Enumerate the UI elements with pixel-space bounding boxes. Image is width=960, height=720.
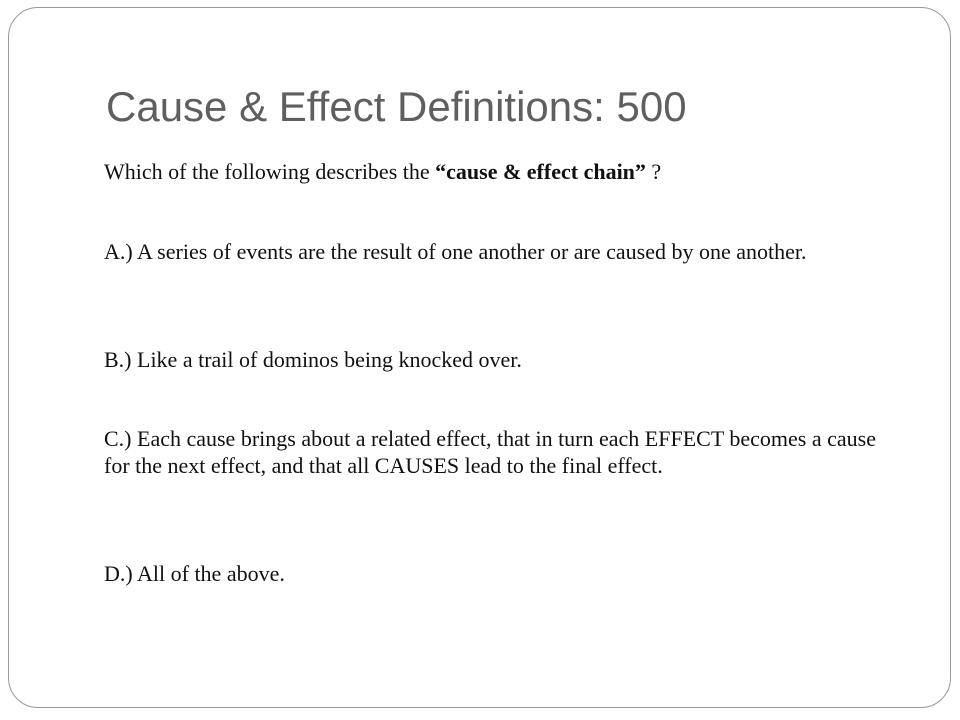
- question-emphasis: [435, 159, 646, 184]
- question-prefix: Which of the following describes the: [104, 159, 436, 184]
- answer-option-d: D.) All of the above.: [104, 561, 285, 586]
- question-suffix: ?: [645, 159, 662, 184]
- question-text: [104, 158, 894, 185]
- slide-title: Cause & Effect Definitions: 500: [106, 83, 687, 130]
- answer-option-b: B.) Like a trail of dominos being knocked over.: [104, 347, 522, 372]
- question-open-quote: “: [435, 159, 447, 184]
- answer-option-c: C.) Each cause brings about a related effect, that in turn each EFFECT becomes a cause for the next effect, and that all CAUSES lead to the final effect.: [104, 426, 876, 478]
- question-emphasis-text: cause & effect chain: [446, 159, 635, 184]
- answer-option-a: A.) A series of events are the result of one another or are caused by one another.: [104, 239, 807, 264]
- question-close-quote: ”: [634, 159, 646, 184]
